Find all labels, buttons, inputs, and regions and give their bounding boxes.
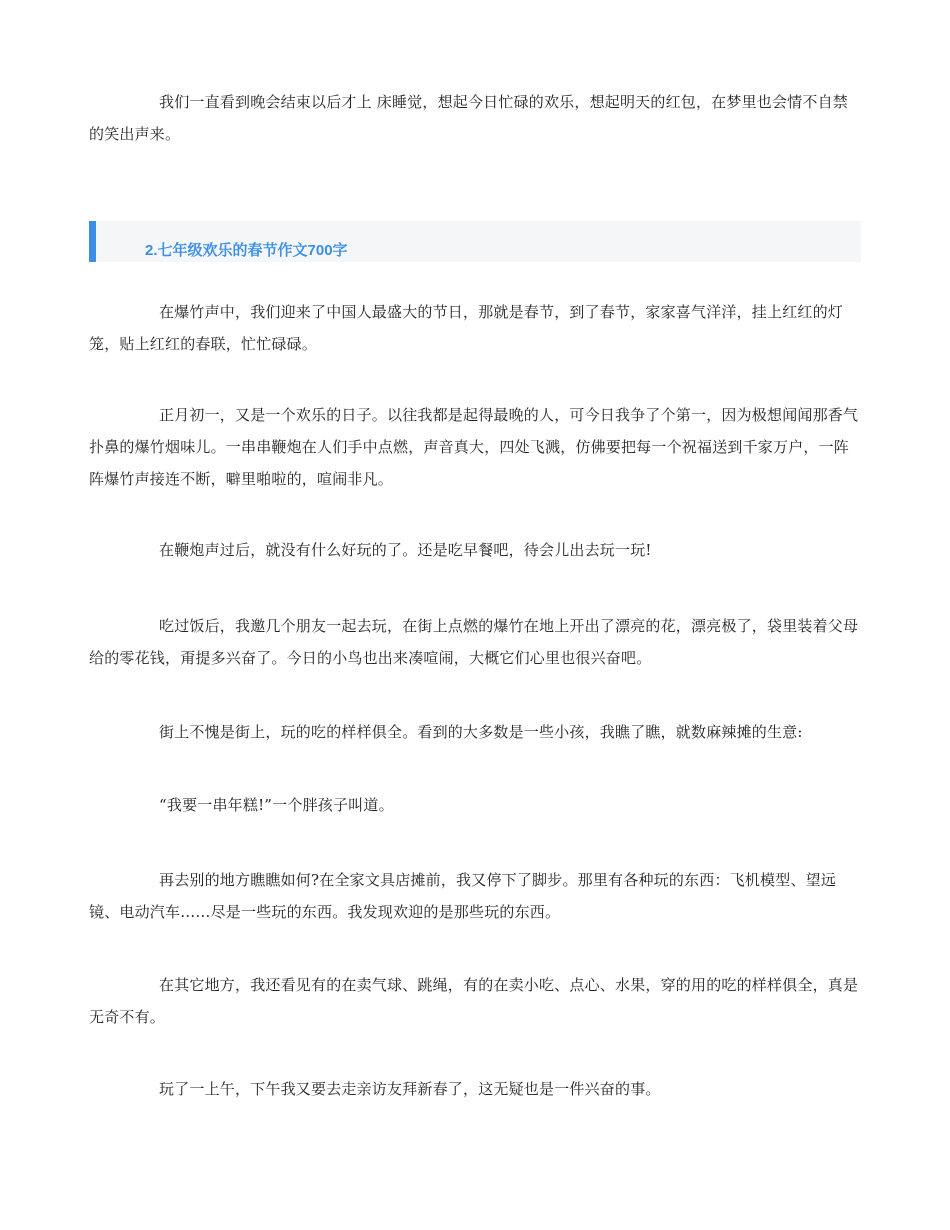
- section-heading-accent-bar: [89, 221, 96, 262]
- section-paragraph-8: 在其它地方，我还看见有的在卖气球、跳绳，有的在卖小吃、点心、水果，穿的用的吃的样样俱全，真是无奇不有。: [89, 976, 859, 1026]
- section-paragraph-3: 在鞭炮声过后，就没有什么好玩的了。还是吃早餐吧，待会儿出去玩一玩!: [159, 541, 652, 559]
- section-paragraph-5: 街上不愧是街上，玩的吃的样样俱全。看到的大多数是一些小孩，我瞧了瞧，就数麻辣摊的生意:: [159, 723, 803, 741]
- section-paragraph-9: 玩了一上午，下午我又要去走亲访友拜新春了，这无疑也是一件兴奋的事。: [159, 1080, 661, 1098]
- section-paragraph-4: 吃过饭后，我邀几个朋友一起去玩，在街上点燃的爆竹在地上开出了漂亮的花，漂亮极了，袋里装着父母给的零花钱，甭提多兴奋了。今日的小鸟也出来凑喧闹，大概它们心里也很兴奋吧。: [89, 617, 859, 667]
- intro-paragraph-1: 我们一直看到晚会结束以后才上 床睡觉，想起今日忙碌的欢乐，想起明天的红包，在梦里也会情不自禁的笑出声来。: [89, 93, 848, 143]
- section-paragraph-7: 再去别的地方瞧瞧如何?在全家文具店摊前，我又停下了脚步。那里有各种玩的东西：飞机模型、望远镜、电动汽车……尽是一些玩的东西。我发现欢迎的是那些玩的东西。: [89, 871, 837, 921]
- section-paragraph-6: “我要一串年糕!”一个胖孩子叫道。: [159, 796, 394, 814]
- section-paragraph-1: 在爆竹声中，我们迎来了中国人最盛大的节日，那就是春节，到了春节，家家喜气洋洋，挂上红红的灯笼，贴上红红的春联，忙忙碌碌。: [89, 303, 844, 353]
- section-paragraph-2: 正月初一，又是一个欢乐的日子。以往我都是起得最晚的人，可今日我争了个第一，因为极想闻闻那香气扑鼻的爆竹烟味儿。一串串鞭炮在人们手中点燃，声音真大，四处飞溅，仿佛要把每一个祝福送到千家万户，一阵阵爆竹声接连不断，噼里啪啦的，喧闹非凡。: [89, 406, 859, 488]
- section-title: 2.七年级欢乐的春节作文700字: [145, 242, 348, 259]
- section-heading: [89, 221, 861, 262]
